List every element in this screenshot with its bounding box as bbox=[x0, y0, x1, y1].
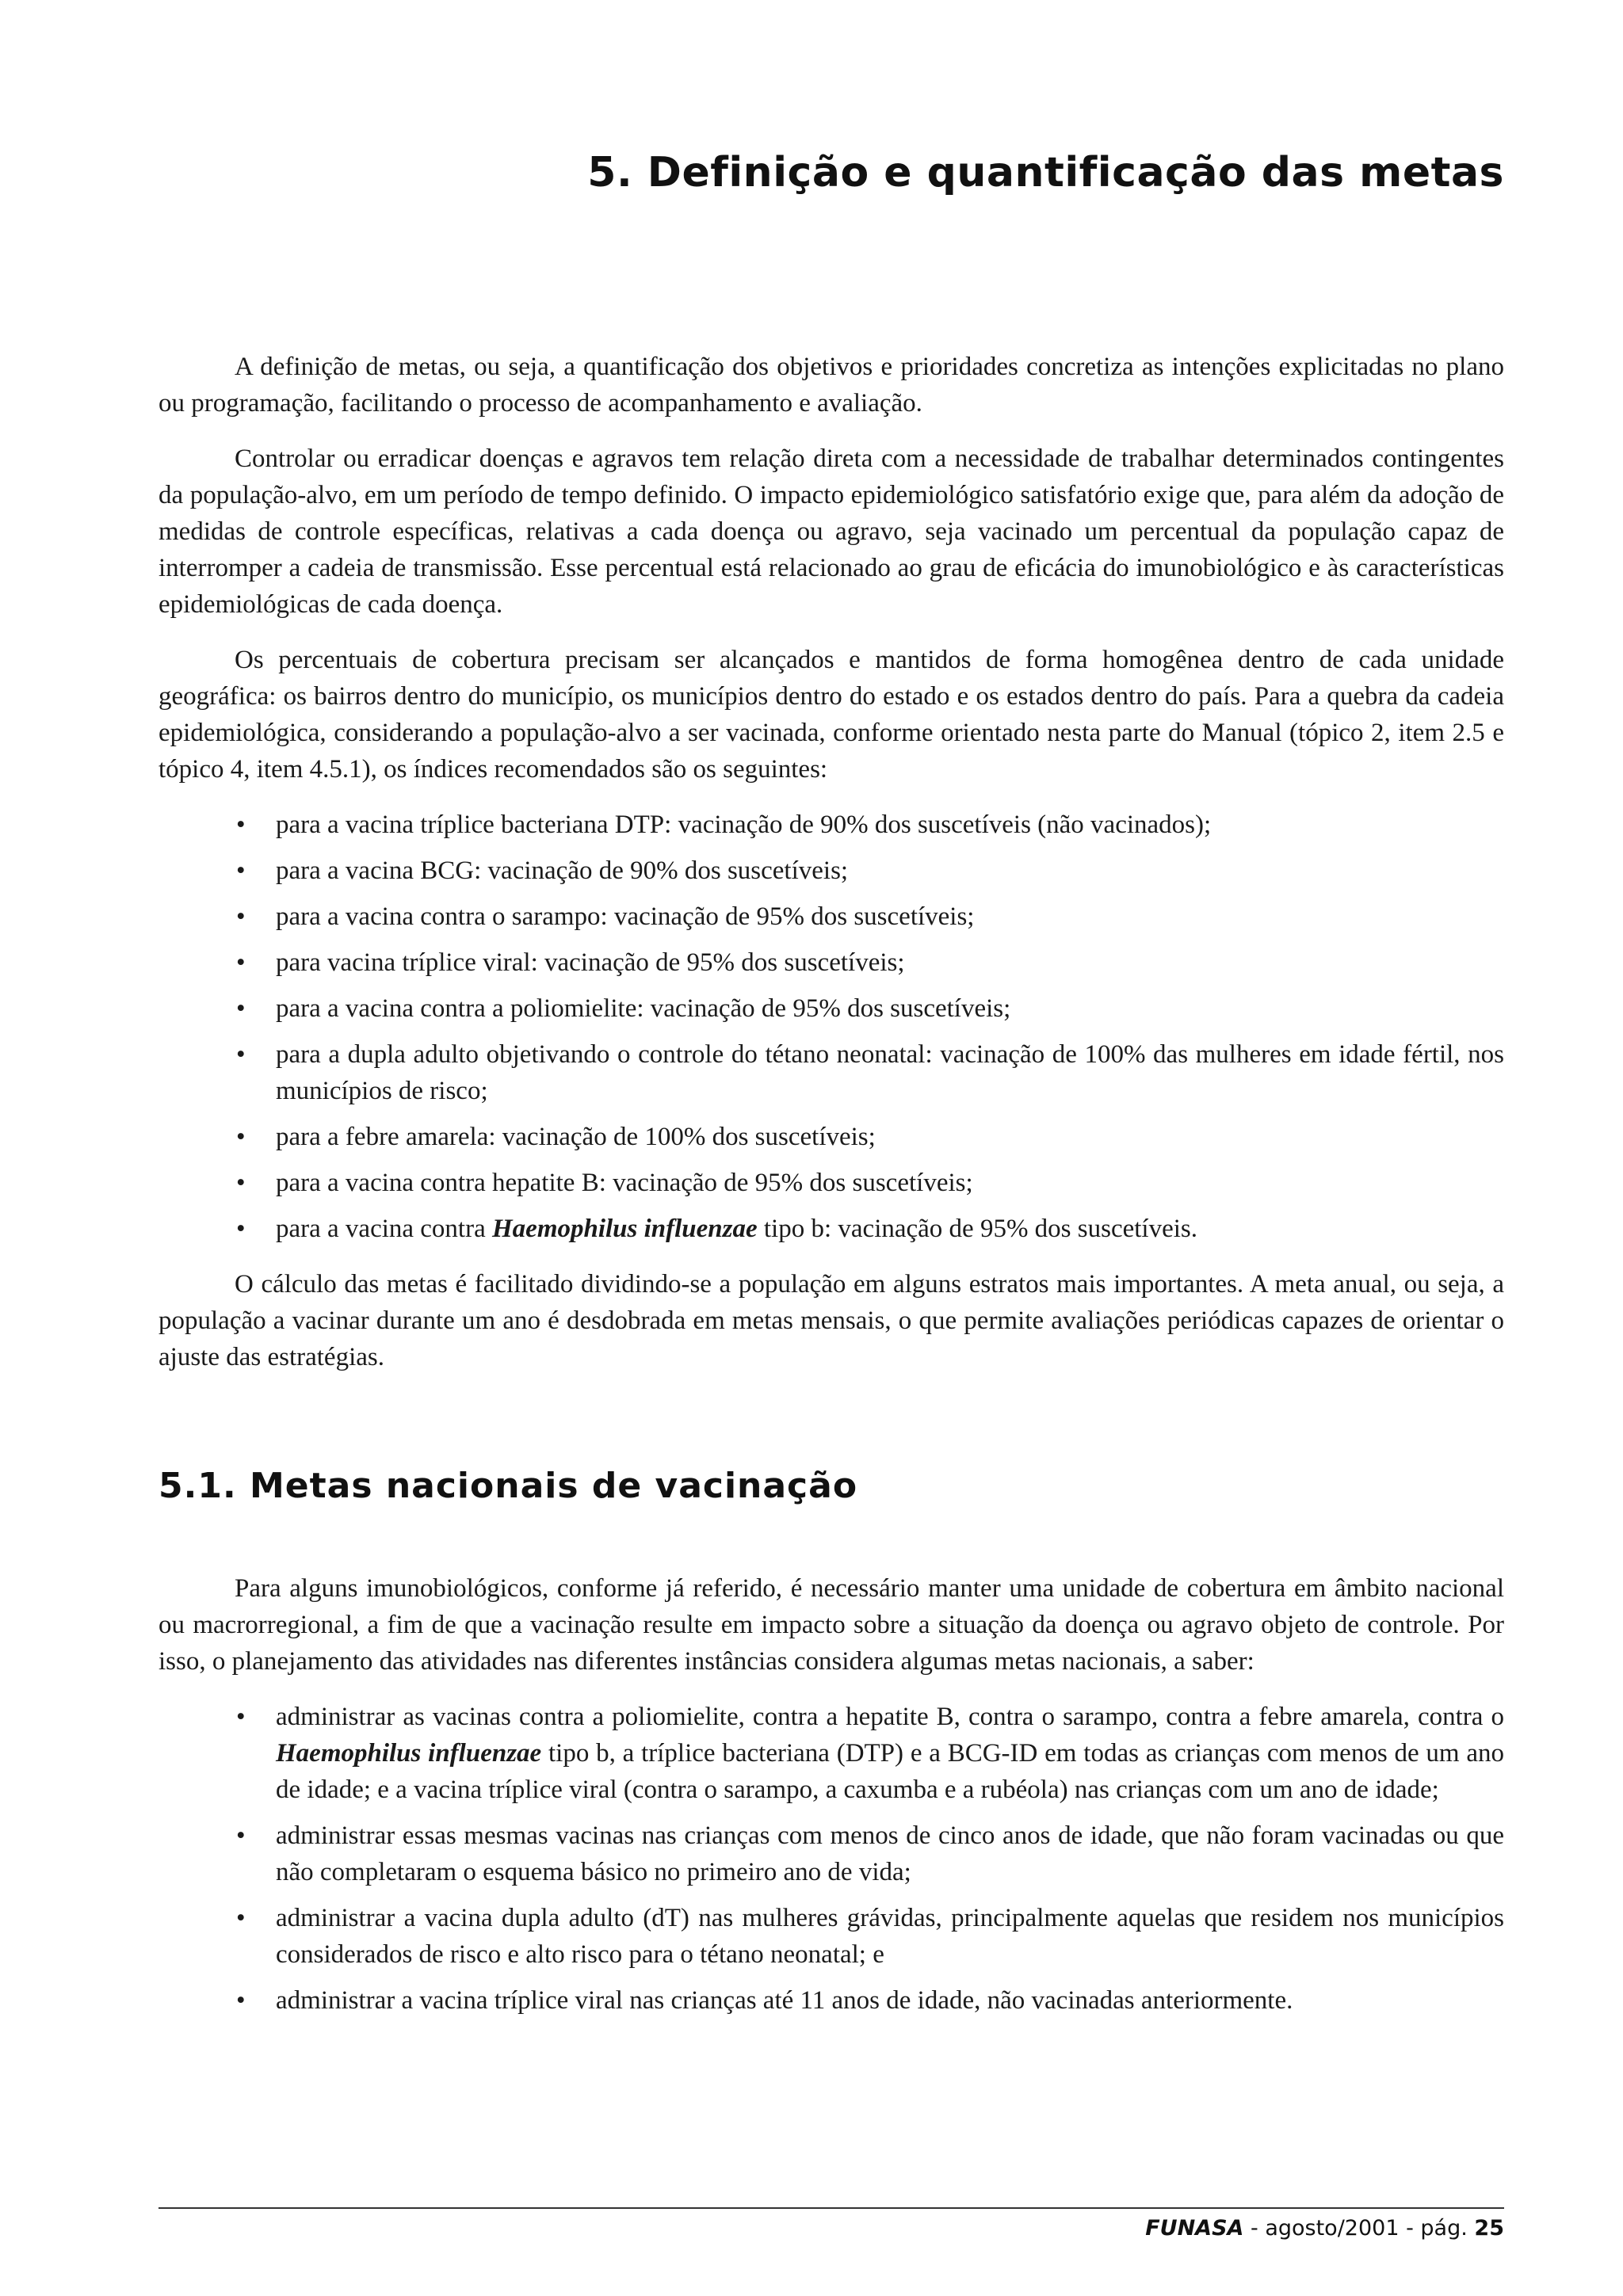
bullet-icon: • bbox=[236, 1169, 246, 1197]
list-item bbox=[158, 1817, 1504, 1890]
list-item bbox=[158, 1900, 1504, 1973]
species-name: Haemophilus influenzae bbox=[276, 1739, 542, 1768]
list-item bbox=[158, 1036, 1504, 1109]
bullet-icon: • bbox=[236, 1904, 246, 1932]
list-item bbox=[158, 944, 1504, 981]
intro-section bbox=[158, 349, 1504, 1394]
paragraph: O cálculo das metas é facilitado dividindo-se a população em alguns estratos mais importantes. A meta anual, ou seja, a população a vacinar durante um ano é desdobrada em metas mensais, o que permite avaliações periódicas capazes de orientar o ajuste das estratégias. bbox=[158, 1270, 1504, 1371]
species-name: Haemophilus influenzae bbox=[492, 1215, 758, 1243]
list-item-text: para a vacina tríplice bacteriana DTP: vacinação de 90% dos suscetíveis (não vacinados); bbox=[276, 810, 1212, 839]
list-item bbox=[158, 1211, 1504, 1247]
footer-brand: FUNASA bbox=[1145, 2216, 1244, 2241]
coverage-bullet-list bbox=[158, 807, 1504, 1247]
list-item bbox=[158, 898, 1504, 935]
page-title: 5. Definição e quantificação das metas bbox=[587, 149, 1504, 196]
list-item-text: para a dupla adulto objetivando o controle do tétano neonatal: vacinação de 100% das mulheres em idade fértil, nos municípios de risco; bbox=[276, 1040, 1504, 1105]
list-item-text: para a vacina BCG: vacinação de 90% dos suscetíveis; bbox=[276, 856, 849, 885]
list-item bbox=[158, 1982, 1504, 2019]
paragraph: A definição de metas, ou seja, a quantificação dos objetivos e prioridades concretiza as intenções explicitadas no plano ou programação, facilitando o processo de acompanhamento e avaliação. bbox=[158, 353, 1504, 418]
footer-divider bbox=[158, 2207, 1504, 2209]
page-footer bbox=[1145, 2216, 1504, 2241]
bullet-icon: • bbox=[236, 1215, 246, 1243]
list-item bbox=[158, 990, 1504, 1027]
list-item-text-before: administrar as vacinas contra a poliomielite, contra a hepatite B, contra o sarampo, contra a febre amarela, contra o bbox=[276, 1703, 1504, 1731]
list-item bbox=[158, 1119, 1504, 1155]
bullet-icon: • bbox=[236, 1040, 246, 1069]
bullet-icon: • bbox=[236, 1123, 246, 1151]
list-item-text: para vacina tríplice viral: vacinação de 95% dos suscetíveis; bbox=[276, 948, 905, 977]
bullet-icon: • bbox=[236, 994, 246, 1023]
footer-date: - agosto/2001 - pág. bbox=[1243, 2216, 1475, 2241]
bullet-icon: • bbox=[236, 1986, 246, 2015]
bullet-icon: • bbox=[236, 856, 246, 885]
bullet-icon: • bbox=[236, 1821, 246, 1850]
list-item bbox=[158, 807, 1504, 843]
list-item bbox=[158, 1699, 1504, 1808]
paragraph: Os percentuais de cobertura precisam ser alcançados e mantidos de forma homogênea dentro de cada unidade geográfica: os bairros dentro do município, os municípios dentro do estado e os estados dentro do país. Para a quebra da cadeia epidemiológica, considerando a população-alvo a ser vacinada, conforme orientado nesta parte do Manual (tópico 2, item 2.5 e tópico 4, item 4.5.1), os índices recomendados são os seguintes: bbox=[158, 646, 1504, 784]
national-bullet-list bbox=[158, 1699, 1504, 2019]
list-item-text: para a vacina contra hepatite B: vacinação de 95% dos suscetíveis; bbox=[276, 1169, 973, 1197]
page-number: 25 bbox=[1474, 2216, 1504, 2241]
list-item bbox=[158, 1165, 1504, 1201]
bullet-icon: • bbox=[236, 948, 246, 977]
bullet-icon: • bbox=[236, 902, 246, 931]
section-title: 5.1. Metas nacionais de vacinação bbox=[158, 1466, 858, 1506]
list-item-text-after: tipo b, a tríplice bacteriana (DTP) e a BCG-ID em todas as crianças com menos de um ano de idade; e a vacina tríplice viral (contra o sarampo, a caxumba e a rubéola) nas crianças com um ano de idade; bbox=[276, 1739, 1505, 1804]
national-goals-section bbox=[158, 1570, 1504, 2038]
list-item-text: administrar a vacina dupla adulto (dT) nas mulheres grávidas, principalmente aquelas que residem nos municípios considerados de risco e alto risco para o tétano neonatal; e bbox=[276, 1904, 1504, 1969]
list-item bbox=[158, 852, 1504, 889]
list-item-text: para a febre amarela: vacinação de 100% dos suscetíveis; bbox=[276, 1123, 876, 1151]
list-item-text: administrar a vacina tríplice viral nas crianças até 11 anos de idade, não vacinadas anteriormente. bbox=[276, 1986, 1293, 2015]
list-item-text-after: tipo b: vacinação de 95% dos suscetíveis. bbox=[757, 1215, 1198, 1243]
bullet-icon: • bbox=[236, 1703, 246, 1731]
list-item-text: para a vacina contra o sarampo: vacinação de 95% dos suscetíveis; bbox=[276, 902, 975, 931]
list-item-text: administrar essas mesmas vacinas nas crianças com menos de cinco anos de idade, que não foram vacinadas ou que não completaram o esquema básico no primeiro ano de vida; bbox=[276, 1821, 1504, 1886]
bullet-icon: • bbox=[236, 810, 246, 839]
paragraph: Controlar ou erradicar doenças e agravos tem relação direta com a necessidade de trabalhar determinados contingentes da população-alvo, em um período de tempo definido. O impacto epidemiológico satisfatório exige que, para além da adoção de medidas de controle específicas, relativas a cada doença ou agravo, seja vacinado um percentual da população capaz de interromper a cadeia de transmissão. Esse percentual está relacionado ao grau de eficácia do imunobiológico e às características epidemiológicas de cada doença. bbox=[158, 444, 1504, 619]
paragraph: Para alguns imunobiológicos, conforme já referido, é necessário manter uma unidade de cobertura em âmbito nacional ou macrorregional, a fim de que a vacinação resulte em impacto sobre a situação da doença ou agravo objeto de controle. Por isso, o planejamento das atividades nas diferentes instâncias considera algumas metas nacionais, a saber: bbox=[158, 1574, 1504, 1676]
list-item-text: para a vacina contra a poliomielite: vacinação de 95% dos suscetíveis; bbox=[276, 994, 1011, 1023]
list-item-text-before: para a vacina contra bbox=[276, 1215, 492, 1243]
